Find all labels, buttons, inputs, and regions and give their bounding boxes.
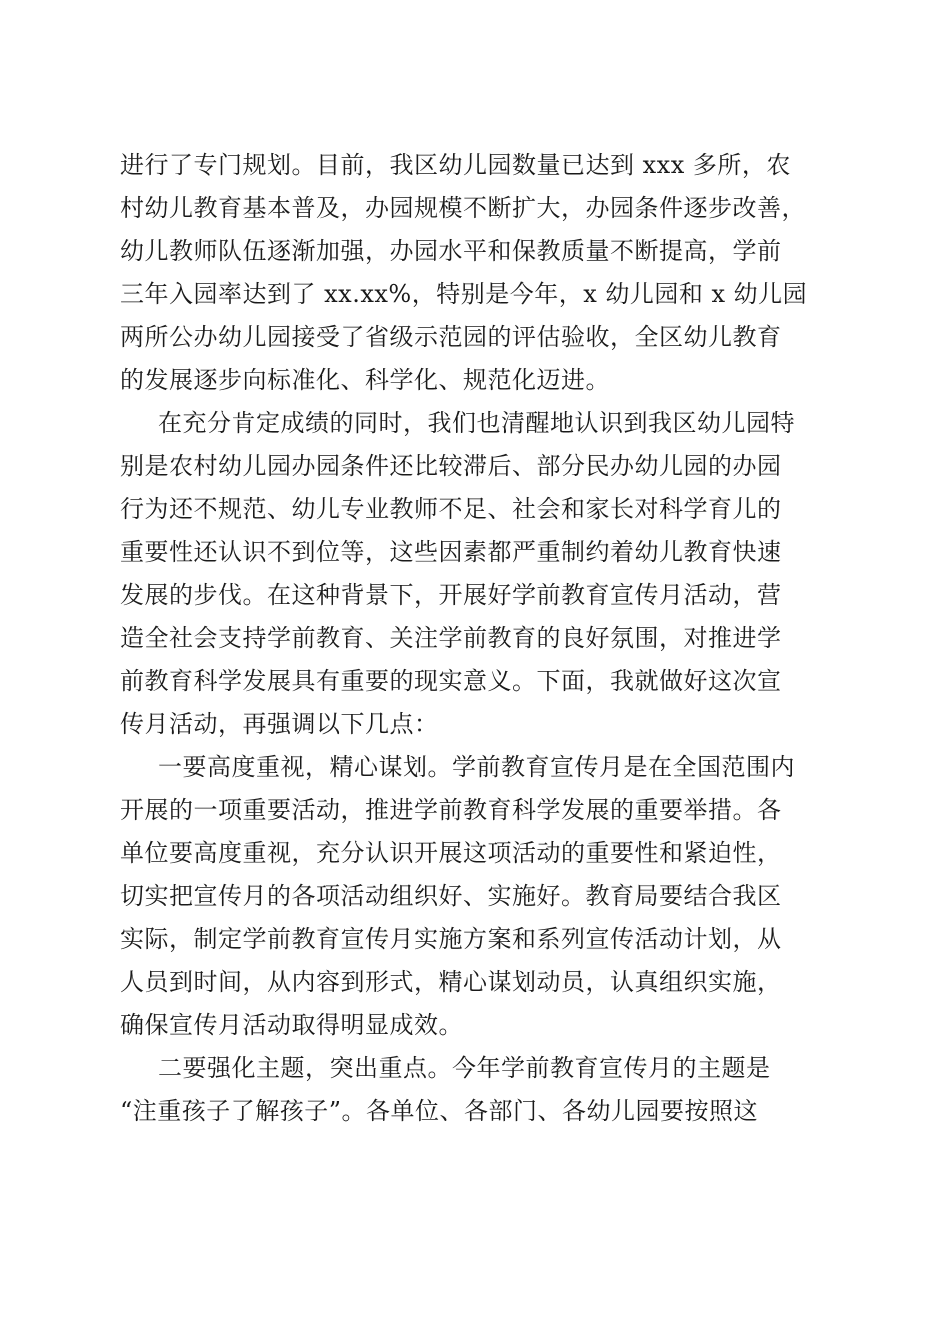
text-line: 造全社会支持学前教育、关注学前教育的良好氛围，对推进学 xyxy=(120,624,782,652)
text-line: 进行了专门规划。目前，我区幼儿园数量已达到 xxx 多所，农 xyxy=(120,151,791,179)
text-line: 前教育科学发展具有重要的现实意义。下面，我就做好这次宣 xyxy=(120,667,782,695)
text-line: 切实把宣传月的各项活动组织好、实施好。教育局要结合我区 xyxy=(120,882,782,910)
text-line: 幼儿教师队伍逐渐加强，办园水平和保教质量不断提高，学前 xyxy=(120,237,782,265)
text-line: 村幼儿教育基本普及，办园规模不断扩大，办园条件逐步改善， xyxy=(120,194,806,222)
paragraph-first-line: 一要高度重视，精心谋划。学前教育宣传月是在全国范围内 xyxy=(158,753,795,781)
text-line: 别是农村幼儿园办园条件还比较滞后、部分民办幼儿园的办园 xyxy=(120,452,782,480)
text-line: 开展的一项重要活动，推进学前教育科学发展的重要举措。各 xyxy=(120,796,782,824)
text-line: 单位要高度重视，充分认识开展这项活动的重要性和紧迫性， xyxy=(120,839,782,867)
text-line: 确保宣传月活动取得明显成效。 xyxy=(120,1011,463,1039)
text-line: 行为还不规范、幼儿专业教师不足、社会和家长对科学育儿的 xyxy=(120,495,782,523)
paragraph-first-line: 二要强化主题，突出重点。今年学前教育宣传月的主题是 xyxy=(158,1054,771,1082)
text-line: 的发展逐步向标准化、科学化、规范化迈进。 xyxy=(120,366,610,394)
text-line: 传月活动，再强调以下几点： xyxy=(120,710,439,738)
text-line: 人员到时间，从内容到形式，精心谋划动员，认真组织实施， xyxy=(120,968,782,996)
paragraph-first-line: 在充分肯定成绩的同时，我们也清醒地认识到我区幼儿园特 xyxy=(158,409,795,437)
text-line: 发展的步伐。在这种背景下，开展好学前教育宣传月活动，营 xyxy=(120,581,782,609)
text-line: 实际，制定学前教育宣传月实施方案和系列宣传活动计划，从 xyxy=(120,925,782,953)
text-line: “注重孩子了解孩子”。各单位、各部门、各幼儿园要按照这 xyxy=(120,1097,759,1125)
text-line: 重要性还认识不到位等，这些因素都严重制约着幼儿教育快速 xyxy=(120,538,782,566)
text-line: 两所公办幼儿园接受了省级示范园的评估验收，全区幼儿教育 xyxy=(120,323,782,351)
text-line: 三年入园率达到了 xx.xx%，特别是今年，x 幼儿园和 x 幼儿园 xyxy=(120,280,808,308)
